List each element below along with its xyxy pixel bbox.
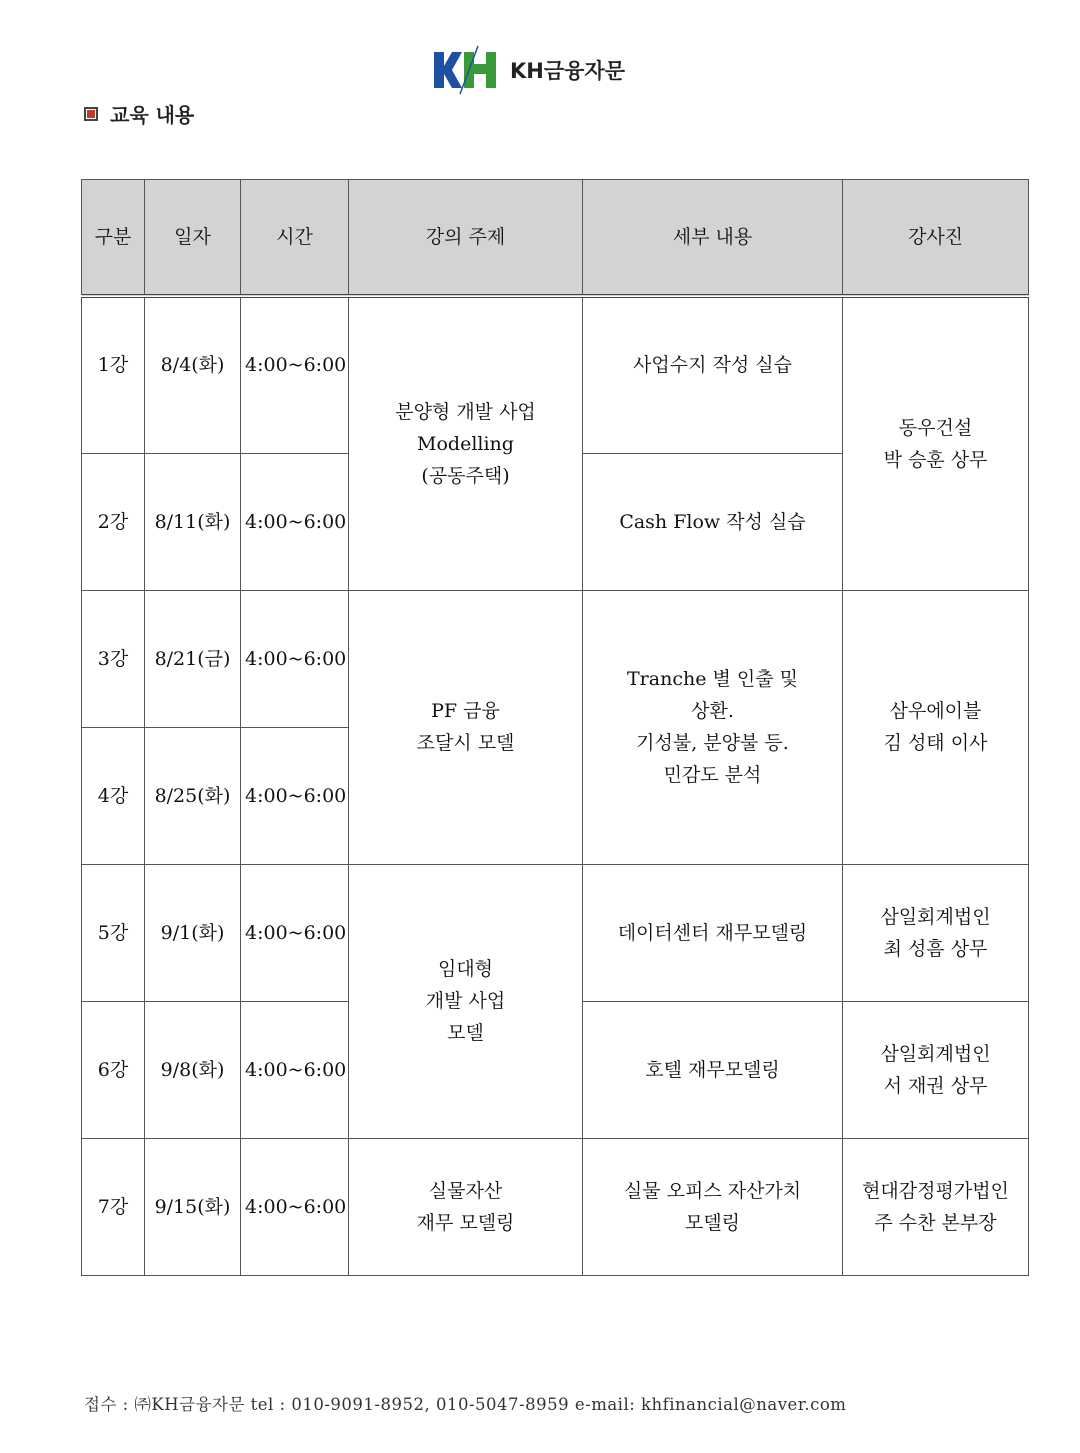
topic-line: (공동주택): [421, 464, 510, 487]
kh-logo-icon: [432, 44, 502, 96]
lecture-no: 4강: [82, 727, 145, 864]
detail-line: 실물 오피스 자산가치: [623, 1179, 802, 1202]
table-header-row: [82, 180, 1029, 297]
header-cell: 일자: [145, 180, 241, 297]
topic-line: Modelling: [417, 432, 514, 455]
curriculum-table: [81, 179, 1029, 1276]
topic-line: 재무 모델링: [416, 1211, 515, 1234]
instructor-line: 삼일회계법인: [880, 905, 991, 928]
topic-cell: [349, 296, 583, 590]
instructor-line: 삼우에이블: [889, 700, 982, 722]
lecture-date: 9/15(화): [145, 1138, 241, 1275]
lecture-date: 9/8(화): [145, 1001, 241, 1138]
header-cell: 구분: [82, 180, 145, 297]
lecture-no: 1강: [82, 296, 145, 453]
table-row: [82, 296, 1029, 453]
instructor-line: 서 재권 상무: [883, 1074, 988, 1097]
instructor-cell: [843, 1138, 1029, 1275]
header-cell: 강사진: [843, 180, 1029, 297]
lecture-date: 9/1(화): [145, 864, 241, 1001]
instructor-cell: [843, 590, 1029, 864]
lecture-date: 8/25(화): [145, 727, 241, 864]
detail-line: 상환.: [691, 700, 734, 722]
table-row: [82, 1138, 1029, 1275]
table-row: [82, 590, 1029, 727]
lecture-date: 8/11(화): [145, 453, 241, 590]
detail-line: 호텔 재무모델링: [645, 1058, 780, 1081]
topic-line: 임대형: [437, 958, 494, 980]
topic-line: PF 금융: [431, 700, 500, 722]
lecture-no: 6강: [82, 1001, 145, 1138]
detail-line: 사업수지 작성 실습: [633, 354, 792, 377]
lecture-date: 8/21(금): [145, 590, 241, 727]
section-title: 교육 내용: [110, 103, 195, 127]
detail-cell: [583, 1001, 843, 1138]
lecture-time: 4:00~6:00: [241, 1001, 349, 1138]
logo-text: KH금융자문: [510, 59, 625, 83]
lecture-time: 4:00~6:00: [241, 1138, 349, 1275]
lecture-time: 4:00~6:00: [241, 590, 349, 727]
instructor-cell: [843, 296, 1029, 590]
header-cell: 강의 주제: [349, 180, 583, 297]
topic-line: 조달시 모델: [416, 732, 515, 754]
topic-cell: [349, 1138, 583, 1275]
lecture-no: 3강: [82, 590, 145, 727]
detail-line: Tranche 별 인출 및: [627, 668, 798, 690]
lecture-no: 2강: [82, 453, 145, 590]
topic-line: 분양형 개발 사업: [395, 400, 536, 423]
company-logo: [432, 44, 625, 96]
section-heading: [84, 99, 194, 128]
header-cell: 세부 내용: [583, 180, 843, 297]
instructor-line: 최 성흠 상무: [883, 937, 988, 960]
lecture-no: 7강: [82, 1138, 145, 1275]
lecture-time: 4:00~6:00: [241, 864, 349, 1001]
contact-footer: 접수 : ㈜KH금융자문 tel : 010-9091-8952, 010-5047-8959 e-mail: khfinancial@naver.com: [84, 1395, 847, 1414]
square-bullet-icon: [84, 107, 98, 121]
detail-cell: [583, 864, 843, 1001]
detail-line: 데이터센터 재무모델링: [617, 921, 808, 944]
instructor-line: 동우건설: [898, 416, 973, 439]
lecture-time: 4:00~6:00: [241, 727, 349, 864]
instructor-line: 김 성태 이사: [883, 732, 988, 754]
lecture-time: 4:00~6:00: [241, 453, 349, 590]
detail-cell: [583, 1138, 843, 1275]
topic-cell: [349, 590, 583, 864]
instructor-line: 주 수찬 본부장: [874, 1211, 997, 1234]
table-row: [82, 864, 1029, 1001]
instructor-line: 현대감정평가법인: [862, 1179, 1009, 1202]
topic-line: 개발 사업: [425, 990, 506, 1012]
topic-line: 실물자산: [428, 1179, 503, 1202]
detail-cell: [583, 590, 843, 864]
topic-cell: [349, 864, 583, 1138]
detail-line: 민감도 분석: [663, 764, 762, 786]
instructor-line: 박 승훈 상무: [883, 448, 988, 471]
detail-line: Cash Flow 작성 실습: [619, 510, 806, 533]
lecture-no: 5강: [82, 864, 145, 1001]
topic-line: 모델: [447, 1022, 484, 1044]
detail-line: 기성불, 분양불 등.: [636, 732, 789, 754]
detail-cell: [583, 296, 843, 453]
instructor-line: 삼일회계법인: [880, 1042, 991, 1065]
detail-line: 모델링: [684, 1211, 741, 1234]
header-cell: 시간: [241, 180, 349, 297]
lecture-date: 8/4(화): [145, 296, 241, 453]
detail-cell: [583, 453, 843, 590]
lecture-time: 4:00~6:00: [241, 296, 349, 453]
instructor-cell: [843, 1001, 1029, 1138]
instructor-cell: [843, 864, 1029, 1001]
